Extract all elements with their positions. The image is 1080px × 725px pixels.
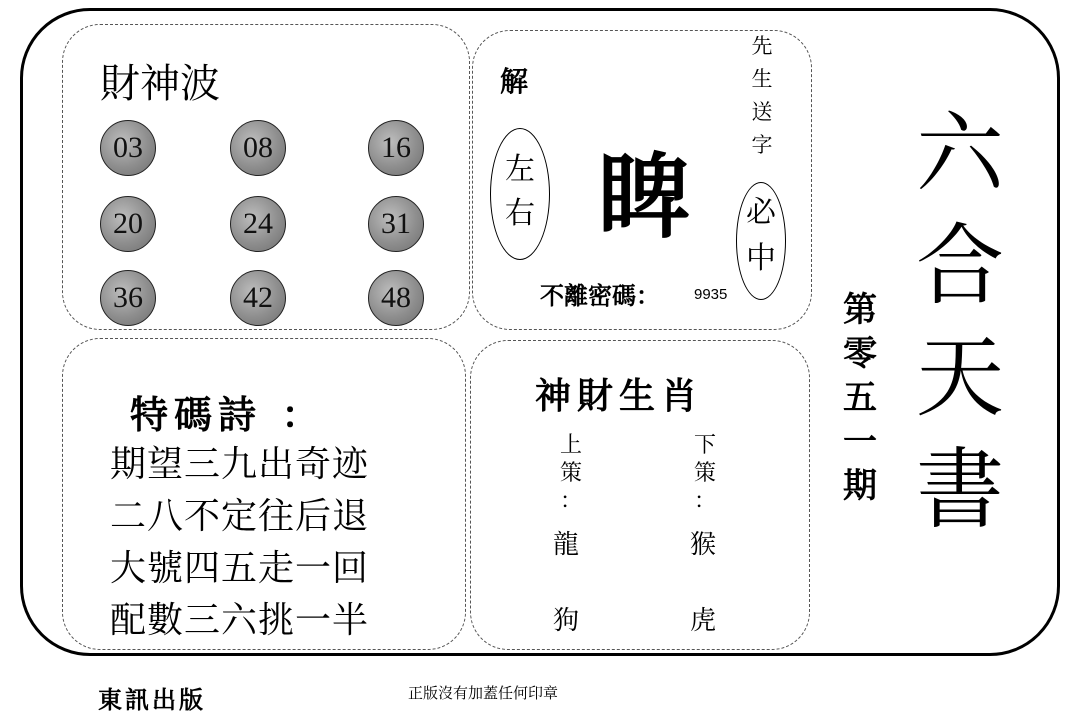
label-char: ： xyxy=(693,489,716,514)
teacher-gift-text xyxy=(745,30,779,162)
riddle-label: 解 xyxy=(500,65,529,98)
must-char: 必 xyxy=(746,195,776,230)
teacher-char: 先 xyxy=(751,34,773,58)
issue-char: 零 xyxy=(843,334,877,374)
title-char: 天 xyxy=(915,326,1004,429)
title-char: 合 xyxy=(915,214,1004,317)
title-char: 六 xyxy=(915,102,1004,205)
label-char: 策 xyxy=(693,461,716,486)
lower-strategy-label xyxy=(690,432,720,516)
must-hit-text xyxy=(741,190,781,282)
number-ball: 03 xyxy=(100,120,156,176)
number-ball: 31 xyxy=(368,196,424,252)
upper-animal: 狗 xyxy=(553,606,580,636)
upper-animal: 龍 xyxy=(553,530,580,560)
sure-code-value: 9935 xyxy=(694,286,728,303)
label-char: 下 xyxy=(693,433,716,458)
left-right-text xyxy=(494,148,546,236)
title-char: 書 xyxy=(915,438,1004,541)
book-title xyxy=(910,98,1010,546)
zodiac-title: 神財生肖 xyxy=(535,376,704,417)
poem-title: 特碼詩 ： xyxy=(130,393,326,437)
lower-animal: 猴 xyxy=(690,530,717,560)
number-ball: 36 xyxy=(100,270,156,326)
label-char: 策 xyxy=(559,461,582,486)
lower-animal: 虎 xyxy=(690,606,717,636)
number-ball: 24 xyxy=(230,196,286,252)
number-ball: 20 xyxy=(100,196,156,252)
issue-char: 期 xyxy=(843,466,877,506)
publisher: 東訊出版 xyxy=(98,686,206,714)
issue-char: 五 xyxy=(843,378,877,418)
number-ball: 16 xyxy=(368,120,424,176)
lucky-numbers-title: 財神波 xyxy=(100,61,220,107)
number-ball: 42 xyxy=(230,270,286,326)
poem-line: 二八不定往后退 xyxy=(110,496,370,537)
label-char: ： xyxy=(559,489,582,514)
number-ball: 48 xyxy=(368,270,424,326)
riddle-character: 睥 xyxy=(598,144,691,251)
poem-line: 配數三六挑一半 xyxy=(110,600,370,641)
teacher-char: 送 xyxy=(751,100,773,124)
poem-line: 期望三九出奇迹 xyxy=(110,444,370,485)
teacher-char: 字 xyxy=(751,133,773,157)
poem-line: 大號四五走一回 xyxy=(110,548,370,589)
sure-code-label: 不離密碼： xyxy=(540,282,660,310)
hit-char: 中 xyxy=(746,241,776,276)
label-char: 上 xyxy=(559,433,582,458)
issue-char: 一 xyxy=(843,422,877,462)
issue-char: 第 xyxy=(843,290,877,330)
teacher-char: 生 xyxy=(751,67,773,91)
upper-strategy-label xyxy=(556,432,586,516)
left-char: 左 xyxy=(505,152,535,187)
authenticity-notice: 正版沒有加蓋任何印章 xyxy=(408,684,559,702)
number-ball: 08 xyxy=(230,120,286,176)
issue-number xyxy=(838,288,882,508)
right-char: 右 xyxy=(505,196,535,231)
